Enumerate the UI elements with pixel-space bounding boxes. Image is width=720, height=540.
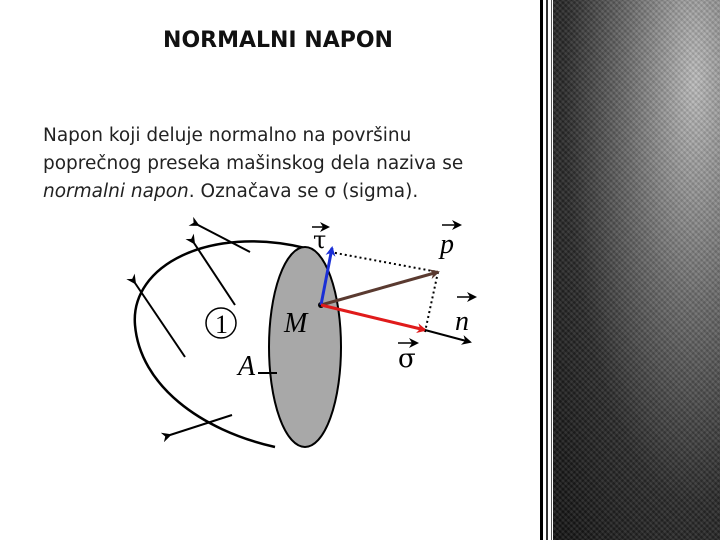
body-paragraph [43,122,513,206]
panel-edge-line [540,0,543,540]
decorative-side-panel [553,0,720,540]
body-emphasis: normalni napon [43,181,189,202]
force-arrow-3 [135,283,185,357]
stress-diagram [120,215,500,465]
part-number-label: 1 [215,310,228,339]
dotted-p-sigma [425,272,438,332]
cross-section [269,247,341,447]
sigma-label: σ [398,344,416,374]
body-text-part1: Napon koji deluje normalno na površinu poprečnog preseka mašinskog dela naziva se [43,125,464,174]
panel-edge-line [551,0,552,540]
panel-edge-line [546,0,548,540]
force-arrow-2 [194,243,235,305]
p-arrow [321,272,438,305]
dotted-tau-p [330,252,438,272]
body-text-part2: . Označava se σ (sigma). [188,181,419,202]
n-label: n [455,306,469,337]
slide-title: NORMALNI NAPON [163,28,393,53]
panel-texture [553,0,720,540]
tau-label: τ [313,226,327,254]
point-label: M [284,308,308,339]
p-label: p [440,229,454,260]
area-label: A [238,351,256,382]
